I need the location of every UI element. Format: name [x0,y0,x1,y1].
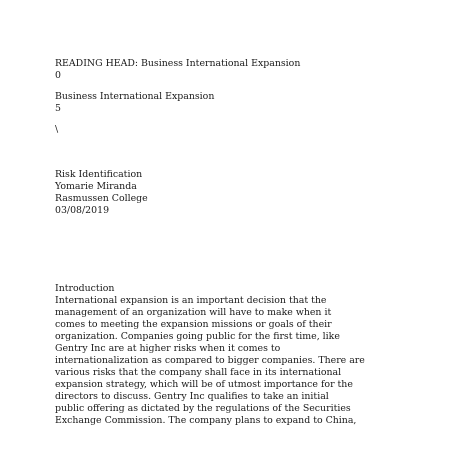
running-head: READING HEAD: Business International Expansion [55,58,301,69]
body-line: public offering as dictated by the regulations of the Securities [55,403,351,414]
body-line: Gentry Inc are at higher risks when it comes to [55,343,281,354]
body-line: directors to discuss. Gentry Inc qualifies to take an initial [55,391,329,402]
section-heading-introduction: Introduction [55,283,115,294]
body-line: organization. Companies going public for the first time, like [55,331,340,342]
body-line: management of an organization will have to make when it [55,307,332,318]
title-line: Business International Expansion [55,91,215,102]
author-name: Yomarie Miranda [55,181,137,192]
body-line: Exchange Commission. The company plans to expand to China, [55,415,357,426]
body-line: internationalization as compared to bigger companies. There are [55,355,365,366]
paper-title: Risk Identification [55,169,143,180]
institution-name: Rasmussen College [55,193,148,204]
stray-backslash: \ [55,124,59,135]
body-line: expansion strategy, which will be of utmost importance for the [55,379,353,390]
body-line: comes to meeting the expansion missions or goals of their [55,319,332,330]
title-line-page-number: 5 [55,103,61,114]
body-line: various risks that the company shall face in its international [55,367,342,378]
body-line: International expansion is an important decision that the [55,295,327,306]
paper-date: 03/08/2019 [55,205,110,216]
running-head-page-number: 0 [55,70,61,81]
